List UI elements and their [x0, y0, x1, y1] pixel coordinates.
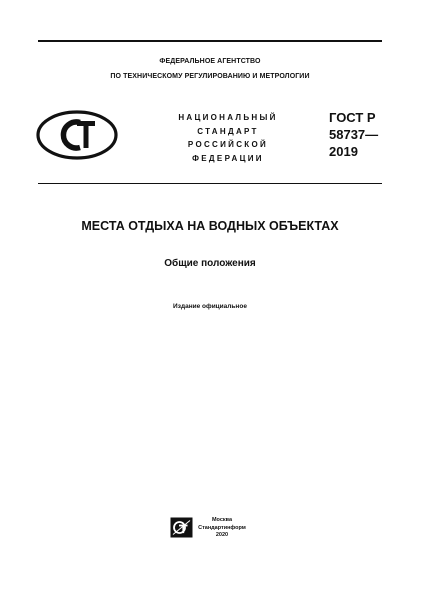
imprint-year: 2020: [215, 532, 229, 538]
imprint-publisher: Стандартинформ: [198, 524, 246, 531]
standard-type-block: [164, 111, 292, 165]
imprint-block: [196, 517, 248, 540]
standartinform-logo-icon: [170, 517, 193, 538]
standard-type-line2: СТАНДАРТ: [197, 126, 259, 136]
standard-type-line3: РОССИЙСКОЙ: [187, 140, 269, 149]
document-subtitle: Общие положения: [164, 258, 256, 269]
standard-type-line1: НАЦИОНАЛЬНЫЙ: [178, 113, 278, 122]
agency-name-line2: ПО ТЕХНИЧЕСКОМУ РЕГУЛИРОВАНИЮ И МЕТРОЛОГИИ: [110, 73, 310, 80]
edition-note: Издание официальное: [173, 303, 247, 310]
gost-r-emblem-icon: [36, 110, 118, 160]
header-divider: [38, 183, 382, 184]
document-title: МЕСТА ОТДЫХА НА ВОДНЫХ ОБЪЕКТАХ: [81, 219, 339, 233]
standard-code-line3: 2019: [329, 144, 358, 159]
standard-code: [329, 109, 378, 160]
imprint-city: Москва: [211, 517, 233, 523]
standard-code-line1: ГОСТ Р: [329, 110, 376, 125]
standard-code-line2: 58737—: [329, 127, 379, 142]
top-divider: [38, 40, 382, 42]
standard-type-line4: ФЕДЕРАЦИИ: [192, 153, 264, 163]
agency-name-line1: ФЕДЕРАЛЬНОЕ АГЕНТСТВО: [159, 58, 261, 65]
